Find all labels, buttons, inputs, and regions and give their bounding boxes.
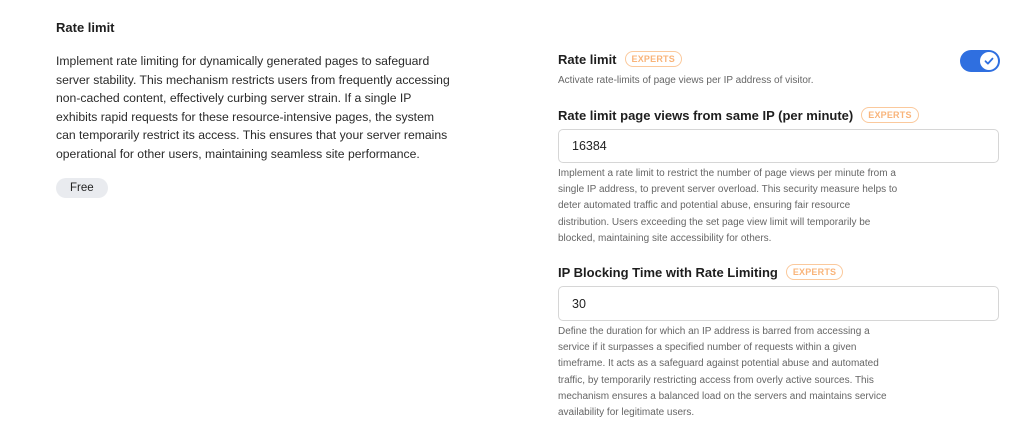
blocking-time-input[interactable]: 30 [558, 286, 999, 321]
rate-limit-toggle[interactable] [960, 50, 1000, 72]
blocking-time-setting [558, 264, 998, 421]
check-icon [980, 52, 998, 70]
rate-limit-label: Rate limit [558, 51, 617, 67]
page-views-input[interactable]: 16384 [558, 129, 999, 163]
section-title: Rate limit [56, 20, 115, 35]
experts-badge: EXPERTS [625, 51, 682, 67]
experts-badge: EXPERTS [861, 107, 918, 123]
page-views-setting [558, 107, 998, 247]
page-views-description: Implement a rate limit to restrict the number of page views per minute from a single IP address, to prevent server overload. This security measure helps to deter automated traffic and potential abuse, ensuring fair resource distribution. Users exceeding the set page view limit will temporarily be blocked, maintaining site accessibility for others. [558, 168, 898, 244]
blocking-time-description: Define the duration for which an IP address is barred from accessing a service if it surpasses a specified number of requests within a given timeframe. It acts as a safeguard against potential abuse and automated traffic, by temporarily restricting access from overly active sources. This mechanism ensures a balanced load on the servers and maintains service availability for legitimate users. [558, 326, 887, 419]
rate-limit-setting [558, 51, 998, 89]
experts-badge: EXPERTS [786, 264, 843, 280]
plan-badge: Free [56, 178, 108, 198]
section-description: Implement rate limiting for dynamically generated pages to safeguard server stability. This mechanism restricts users from frequently accessing non-cached content, effectively curbing server strain. If a single IP exhibits rapid requests for these resource-intensive pages, the system can temporarily restrict its access. This ensures that your server remains operational for other users, maintaining seamless site performance. [56, 54, 450, 161]
rate-limit-description: Activate rate-limits of page views per IP address of visitor. [558, 75, 814, 86]
page-views-label: Rate limit page views from same IP (per minute) [558, 107, 854, 123]
blocking-time-label: IP Blocking Time with Rate Limiting [558, 264, 778, 280]
